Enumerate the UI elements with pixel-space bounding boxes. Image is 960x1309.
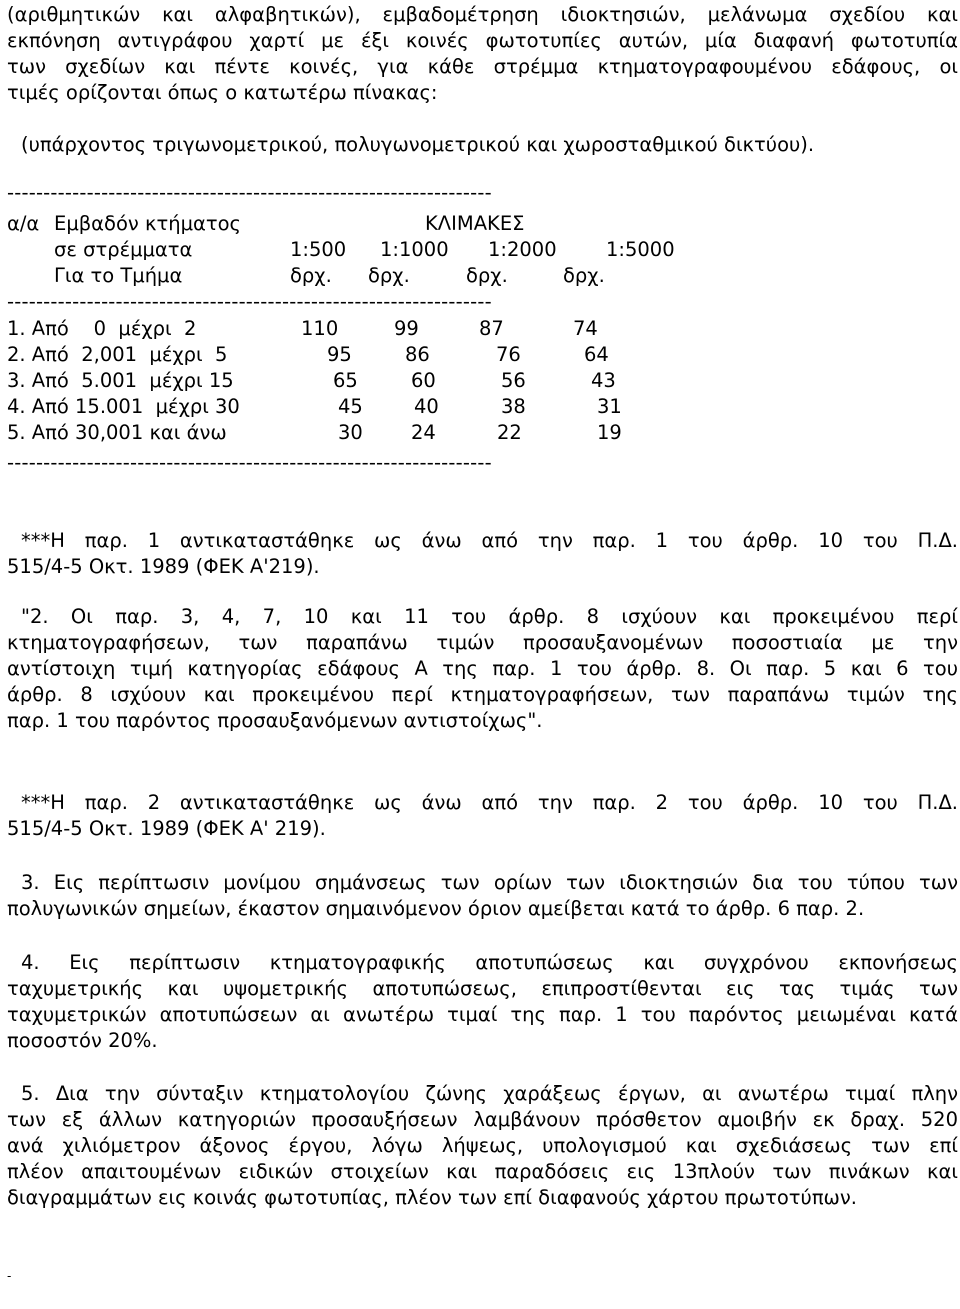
para2-line-4: άρθρ. 8 ισχύουν και προκειμένου περί κτηματογραφήσεων, των παραπάνω τιμών της (7, 683, 958, 706)
row-value: 95 (327, 343, 352, 366)
row-label: 5. Από 30,001 και άνω (7, 421, 227, 444)
scale-4: 1:5000 (606, 238, 675, 261)
row-value: 60 (411, 369, 436, 392)
row-label: 3. Από 5.001 μέχρι 15 (7, 369, 234, 392)
row-value: 19 (597, 421, 622, 444)
table-rule-mid: ------------------------------------------------------------------- (7, 290, 492, 313)
row-value: 87 (479, 317, 504, 340)
row-value: 43 (591, 369, 616, 392)
para3-line-2: πολυγωνικών σημείων, έκαστον σημαινόμενον όριον αμείβεται κατά το άρθρ. 6 παρ. 2. (7, 897, 865, 920)
row-label: 4. Από 15.001 μέχρι 30 (7, 395, 240, 418)
row-value: 64 (584, 343, 609, 366)
row-value: 40 (414, 395, 439, 418)
intro-line-1: (αριθμητικών και αλφαβητικών), εμβαδομέτρηση ιδιοκτησιών, μελάνωμα σχεδίου και (7, 3, 958, 26)
para4-line-2: ταχυμετρικής και υψομετρικής αποτυπώσεως, επιπροστίθενται εις τας τιμάς των (7, 977, 958, 1000)
row-value: 22 (497, 421, 522, 444)
col-area-header-2: σε στρέμματα (54, 238, 193, 261)
scale-2: 1:1000 (380, 238, 449, 261)
col-area-header-3: Για το Τμήμα (54, 264, 183, 287)
scale-3: 1:2000 (488, 238, 557, 261)
unit-4: δρχ. (563, 264, 605, 287)
row-value: 99 (394, 317, 419, 340)
row-label: 1. Από 0 μέχρι 2 (7, 317, 197, 340)
para4-line-3: ταχυμετρικών αποτυπώσεων αι ανωτέρω τιμαί της παρ. 1 του παρόντος μειωμέναι κατά (7, 1003, 958, 1026)
row-value: 30 (338, 421, 363, 444)
note2-line-2: 515/4-5 Οκτ. 1989 (ΦΕΚ Α' 219). (7, 817, 326, 840)
note2-line-1: ***Η παρ. 2 αντικαταστάθηκε ως άνω από την παρ. 2 του άρθρ. 10 του Π.Δ. (21, 791, 958, 814)
intro-line-4: τιμές ορίζονται όπως ο κατωτέρω πίνακας: (7, 81, 438, 104)
para5-line-2: των εξ άλλων κατηγοριών προσαυξήσεων λαμβάνουν πρόσθετον αμοιβήν εκ δραχ. 520 (7, 1108, 958, 1131)
para2-line-5: παρ. 1 του παρόντος προσαυξανόμενων αντιστοίχως". (7, 709, 543, 732)
col-area-header: Εμβαδόν κτήματος (54, 212, 241, 235)
row-value: 38 (501, 395, 526, 418)
para3-line-1: 3. Εις περίπτωσιν μονίμου σημάνσεως των ορίων των ιδιοκτησιών δια του τύπου των (21, 871, 958, 894)
footer-mark: - (7, 1269, 12, 1283)
row-value: 56 (501, 369, 526, 392)
table-rule-bottom: ------------------------------------------------------------------- (7, 451, 492, 474)
row-value: 110 (301, 317, 339, 340)
row-value: 65 (333, 369, 358, 392)
network-note: (υπάρχοντος τριγωνομετρικού, πολυγωνομετρικού και χωροσταθμικού δικτύου). (21, 133, 815, 156)
para5-line-4: πλέον απαιτουμένων ειδικών στοιχείων και παραδόσεις εις 13πλούν των πινάκων και (7, 1160, 958, 1183)
scales-title: ΚΛΙΜΑΚΕΣ (425, 212, 525, 235)
table-rule-top: ------------------------------------------------------------------- (7, 181, 492, 204)
para2-line-3: αντίστοιχη τιμή κατηγορίας εδάφους Α της παρ. 1 του άρθρ. 8. Οι παρ. 5 και 6 του (7, 657, 958, 680)
row-label: 2. Από 2,001 μέχρι 5 (7, 343, 228, 366)
row-value: 74 (573, 317, 598, 340)
para5-line-1: 5. Δια την σύνταξιν κτηματολογίου ζώνης χαράξεως έργων, αι ανωτέρω τιμαί πλην (21, 1082, 958, 1105)
para4-line-4: ποσοστόν 20%. (7, 1029, 158, 1052)
scale-1: 1:500 (290, 238, 347, 261)
row-value: 45 (338, 395, 363, 418)
para5-line-3: ανά χιλιόμετρον άξονος έργου, λόγω λήψεως, υπολογισμού και σχεδιάσεως των επί (7, 1134, 958, 1157)
row-value: 86 (405, 343, 430, 366)
intro-line-2: εκπόνηση αντιγράφου χαρτί με έξι κοινές φωτοτυπίες αυτών, μία διαφανή φωτοτυπία (7, 29, 958, 52)
note1-line-1: ***Η παρ. 1 αντικαταστάθηκε ως άνω από την παρ. 1 του άρθρ. 10 του Π.Δ. (21, 529, 958, 552)
para2-line-1: "2. Οι παρ. 3, 4, 7, 10 και 11 του άρθρ. 8 ισχύουν και προκειμένου περί (21, 605, 958, 628)
para4-line-1: 4. Εις περίπτωσιν κτηματογραφικής αποτυπώσεως και συγχρόνου εκπονήσεως (21, 951, 958, 974)
note1-line-2: 515/4-5 Οκτ. 1989 (ΦΕΚ Α'219). (7, 555, 320, 578)
para5-line-5: διαγραμμάτων εις κοινάς φωτοτυπίας, πλέον των επί διαφανούς χάρτου πρωτοτύπων. (7, 1186, 857, 1209)
col-no-header: α/α (7, 212, 40, 235)
unit-1: δρχ. (290, 264, 332, 287)
row-value: 24 (411, 421, 436, 444)
unit-2: δρχ. (368, 264, 410, 287)
unit-3: δρχ. (466, 264, 508, 287)
row-value: 76 (496, 343, 521, 366)
row-value: 31 (597, 395, 622, 418)
intro-line-3: των σχεδίων και πέντε κοινές, για κάθε στρέμμα κτηματογραφουμένου εδάφους, οι (7, 55, 958, 78)
para2-line-2: κτηματογραφήσεων, των παραπάνω τιμών προσαυξανομένων ποσοστιαία με την (7, 631, 958, 654)
